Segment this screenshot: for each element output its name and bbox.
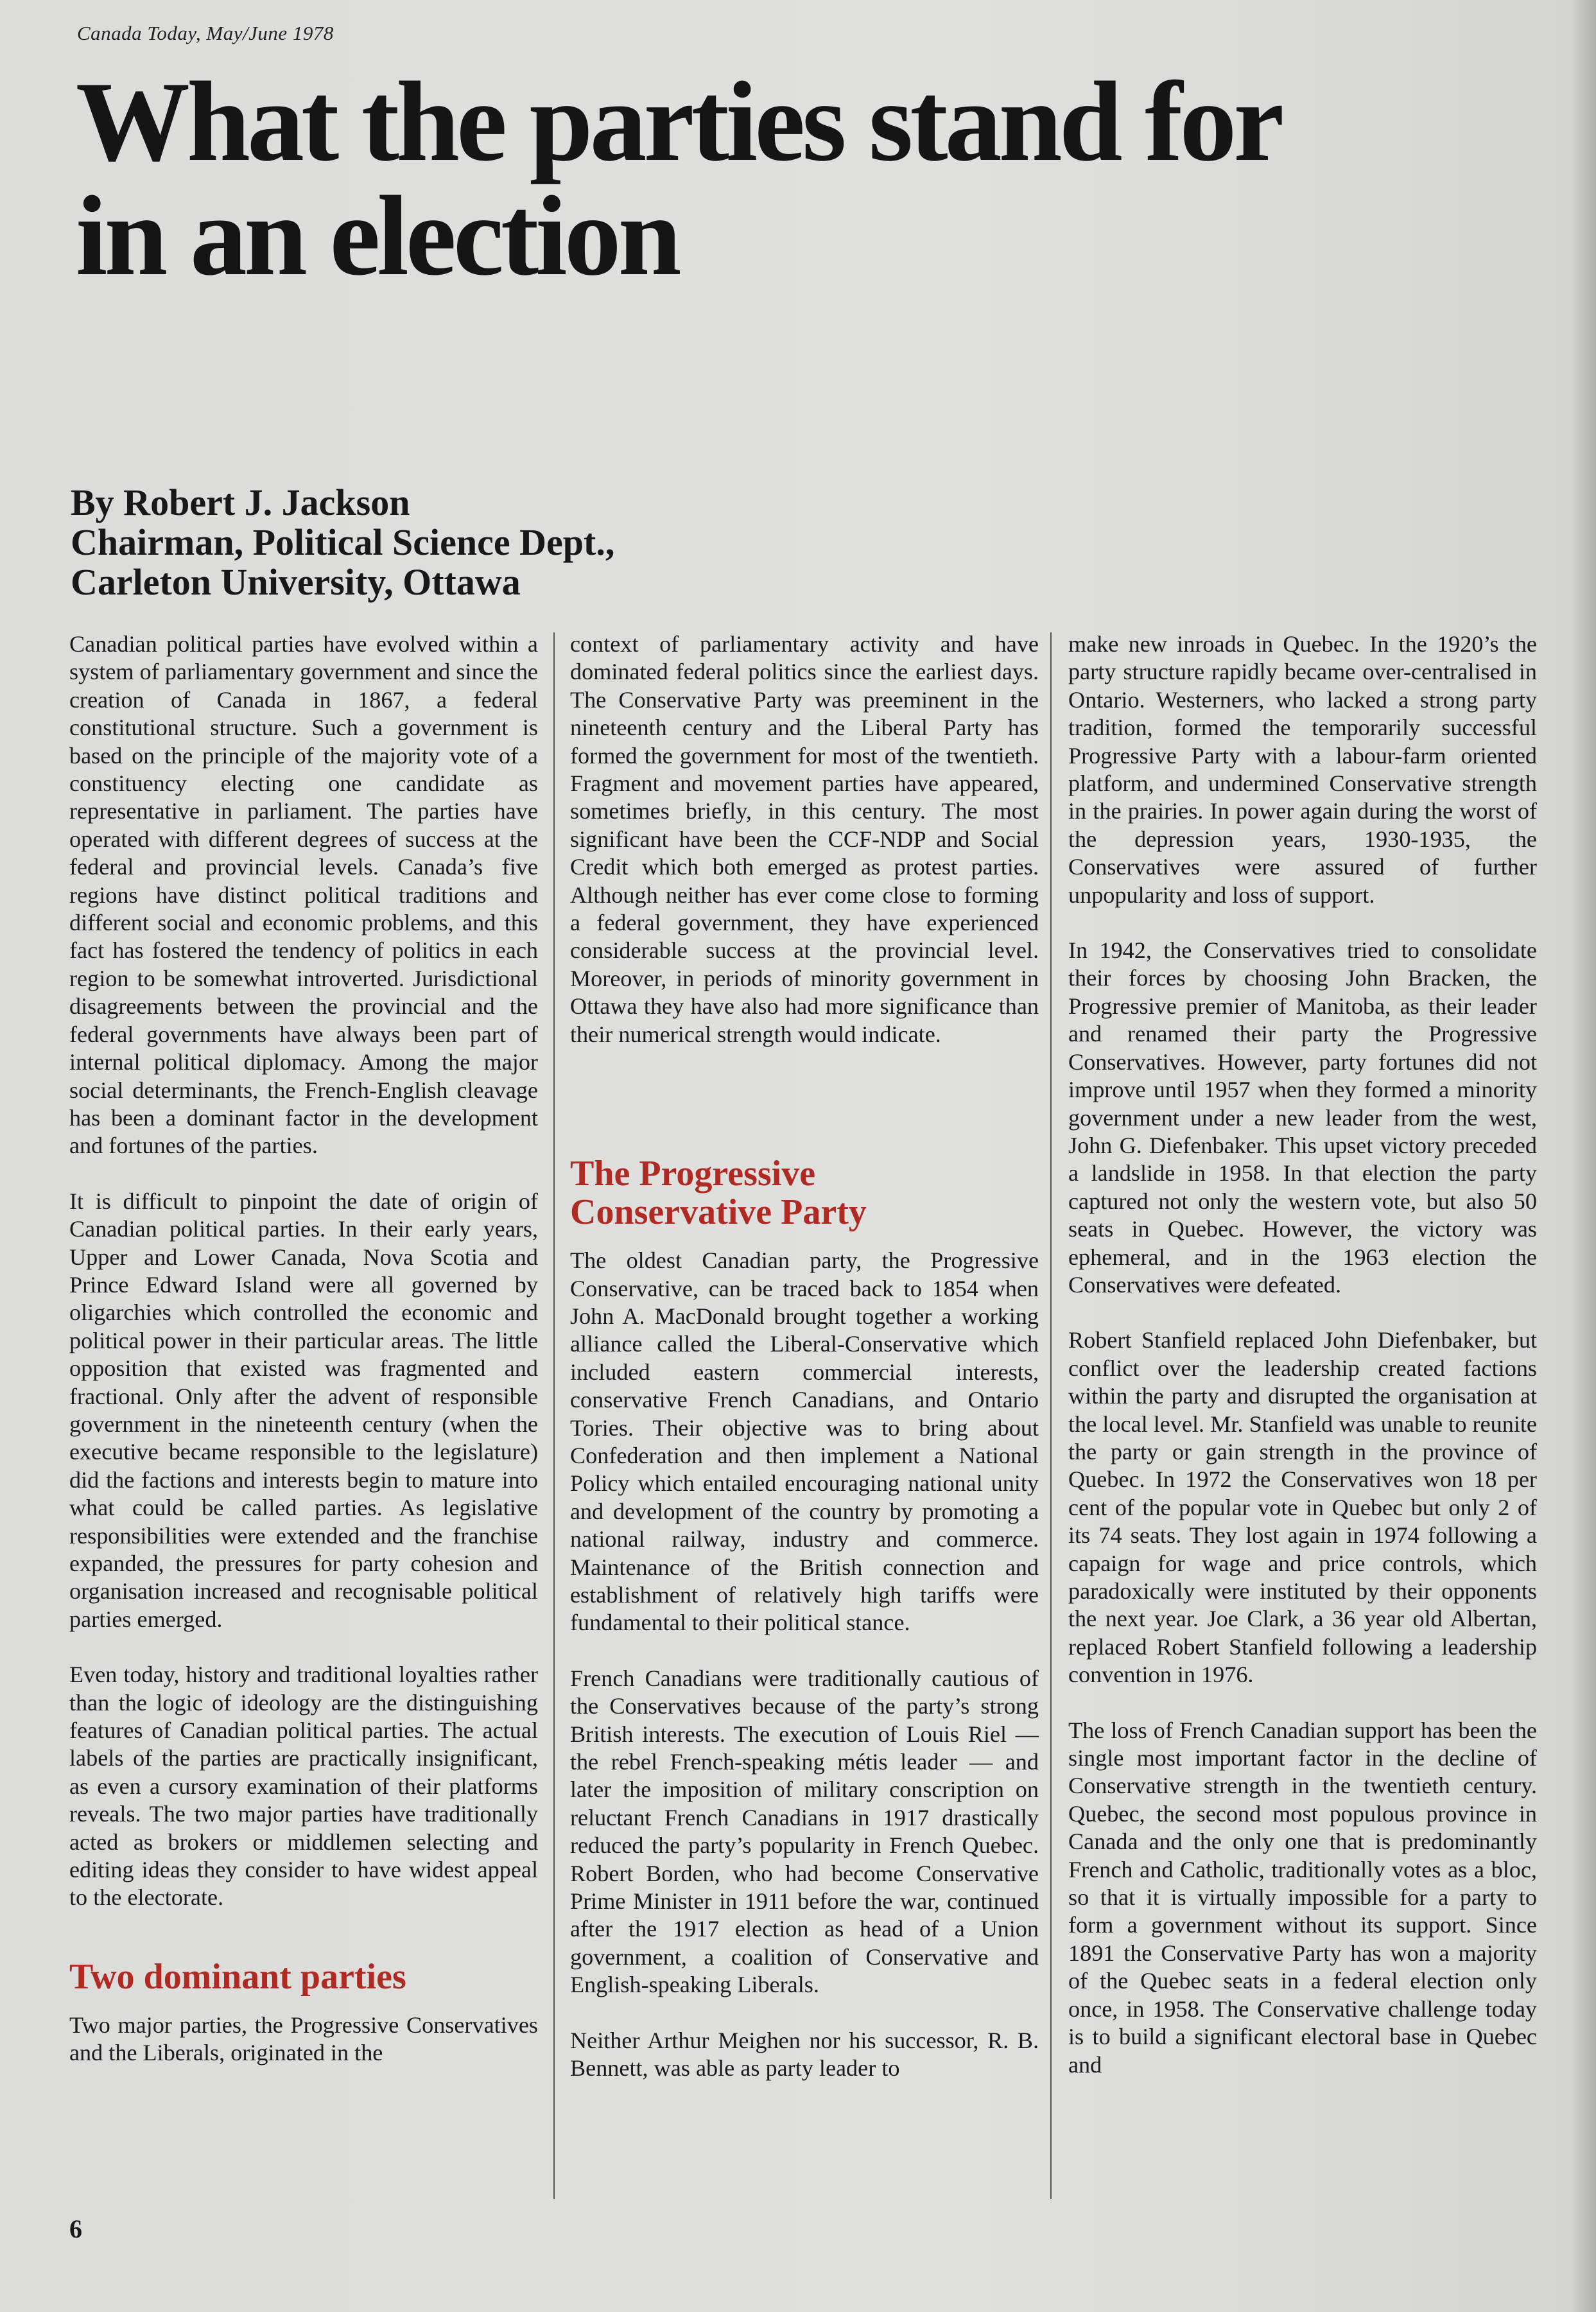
paragraph: The oldest Canadian party, the Progressive Conservative, can be traced back to 1854 when John A. MacDonald brought together a working alliance called the Liberal-Conservative which included eastern commercial interests, conservative French Canadians, and Ontario Tories. Their objective was to bring about Confederation and then implement a National Policy which entailed encouraging national unity and development of the country by promoting a national railway, industry and commerce. Maintenance of the British connection and establishment of relatively high tariffs were fundamental to their political stance. — [570, 1247, 1039, 1636]
byline — [71, 483, 841, 602]
byline-author: By Robert J. Jackson — [71, 482, 410, 523]
page-number: 6 — [69, 2214, 82, 2243]
article-headline — [76, 58, 1424, 299]
paragraph: Neither Arthur Meighen nor his successor, R. B. Bennett, was able as party leader to — [570, 2027, 1039, 2082]
paragraph: French Canadians were traditionally cautious of the Conservatives because of the party’s strong British interests. The execution of Louis Riel — the rebel French-speaking métis leader — and later the imposition of military conscription on reluctant French Canadians in 1917 drastically reduced the party’s popularity in French Quebec. Robert Borden, who had become Conservative Prime Minister in 1911 before the war, continued after the 1917 election as head of a Union government, a coalition of Conservative and English-speaking Liberals. — [570, 1665, 1039, 1998]
text-column-2 — [570, 630, 1039, 2203]
paragraph: Robert Stanfield replaced John Diefenbaker, but conflict over the leadership created factions within the party and disrupted the organisation at the local level. Mr. Stanfield was unable to reunite the party or gain strength in the province of Quebec. In 1972 the Conservatives won 18 per cent of the popular vote in Quebec but only 2 of its 74 seats. They lost again in 1974 following a capaign for wage and price controls, which paradoxically were instituted by their opponents the next year. Joe Clark, a 36 year old Albertan, replaced Robert Stanfield following a leadership convention in 1976. — [1068, 1327, 1537, 1688]
headline-line-2: in an election — [76, 172, 679, 299]
column-divider — [553, 632, 555, 2199]
subheading-progressive-conservative-party — [570, 1154, 1039, 1231]
text-column-1 — [69, 630, 538, 2203]
running-head: Canada Today, May/June 1978 — [77, 22, 334, 44]
paragraph: Canadian political parties have evolved within a system of parliamentary government and since the creation of Canada in 1867, a federal constitutional structure. Such a government is based on the principle of the majority vote of a constituency electing one candidate as representative in parliament. The parties have operated with different degrees of success at the federal and provincial levels. Canada’s five regions have distinct political traditions and different social and economic problems, and this fact has fostered the tendency of politics in each region to be somewhat introverted. Jurisdictional disagreements between the provincial and the federal governments have always been part of internal political diplomacy. Among the major social determinants, the French-English cleavage has been a dominant factor in the development and fortunes of the parties. — [69, 631, 538, 1159]
subheading-line-2: Conservative Party — [570, 1192, 867, 1233]
subheading-two-dominant-parties: Two dominant parties — [69, 1956, 406, 1997]
paragraph: Two major parties, the Progressive Conservatives and the Liberals, originated in the — [69, 2012, 538, 2066]
spacer — [570, 1076, 1039, 1154]
page-edge-shadow — [1570, 0, 1596, 2312]
byline-position: Chairman, Political Science Dept., — [71, 521, 615, 563]
spacer — [69, 1940, 538, 1958]
subheading-line-1: The Progressive — [570, 1154, 816, 1194]
headline-line-1: What the parties stand for — [76, 58, 1281, 185]
paragraph: The loss of French Canadian support has been the single most important factor in the decline of Conservative strength in the twentieth century. Quebec, the second most populous province in Canada and the only one that is predominantly French and Catholic, traditionally votes as a bloc, so that it is virtually impossible for a party to form a government without its support. Since 1891 the Conservative Party has won a majority of the Quebec seats in a federal election only once, in 1958. The Conservative challenge today is to build a significant electoral base in Quebec and — [1068, 1717, 1537, 2078]
byline-institution: Carleton University, Ottawa — [71, 561, 521, 603]
paragraph: Even today, history and traditional loyalties rather than the logic of ideology are the distinguishing features of Canadian political parties. The actual labels of the parties are practically insignificant, as even a cursory examination of their platforms reveals. The two major parties have traditionally acted as brokers or middlemen selecting and editing ideas they consider to have widest appeal to the electorate. — [69, 1662, 538, 1911]
column-divider — [1050, 632, 1052, 2199]
paragraph: context of parliamentary activity and have dominated federal politics since the earliest days. The Conservative Party was preeminent in the nineteenth century and the Liberal Party has formed the government for most of the twentieth. Fragment and movement parties have appeared, sometimes briefly, in this century. The most significant have been the CCF-NDP and Social Credit which both emerged as protest parties. Although neither has ever come close to forming a federal government, they have experienced considerable success at the provincial level. Moreover, in periods of minority government in Ottawa they have also had more significance than their numerical strength would indicate. — [570, 631, 1039, 1047]
text-column-3 — [1068, 630, 1537, 2203]
paragraph: It is difficult to pinpoint the date of origin of Canadian political parties. In their early years, Upper and Lower Canada, Nova Scotia and Prince Edward Island were all governed by oligarchies which controlled the economic and political power in their particular areas. The little opposition that existed was fragmented and fractional. Only after the advent of responsible government in the nineteenth century (when the executive became responsible to the legislature) did the factions and interests begin to mature into what could be called parties. As legislative responsibilities were extended and the franchise expanded, the pressures for party cohesion and organisation increased and recognisable political parties emerged. — [69, 1188, 538, 1632]
paragraph: In 1942, the Conservatives tried to consolidate their forces by choosing John Bracken, the Progressive premier of Manitoba, as their leader and renamed their party the Progressive Conservatives. However, party fortunes did not improve until 1957 when they formed a minority government under a new leader from the west, John G. Diefenbaker. This upset victory preceded a landslide in 1958. In that election the party captured not only the western vote, but also 50 seats in Quebec. However, the victory was ephemeral, and in the 1963 election the Conservatives were defeated. — [1068, 937, 1537, 1298]
paragraph: make new inroads in Quebec. In the 1920’s the party structure rapidly became over-centralised in Ontario. Westerners, who lacked a strong party tradition, formed the temporarily successful Progressive Party with a labour-farm oriented platform, and undermined Conservative strength in the prairies. In power again during the worst of the depression years, 1930-1935, the Conservatives were assured of further unpopularity and loss of support. — [1068, 631, 1537, 908]
